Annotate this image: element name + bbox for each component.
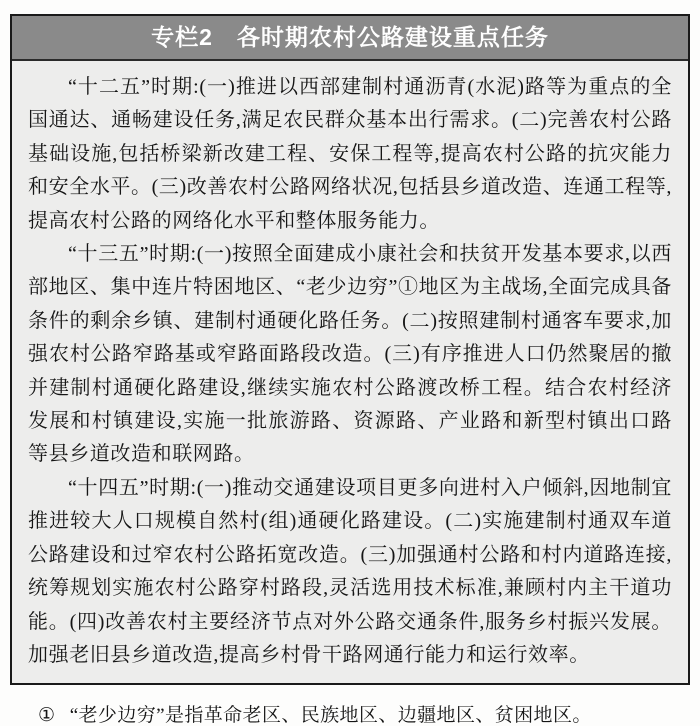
panel-body (12, 61, 688, 683)
paragraph-14th-five-year-period: “十四五”时期:(一)推动交通建设项目更多向进村入户倾斜,因地制宜推进较大人口规模自然村(组)通硬化路建设。(二)实施建制村通双车道公路建设和过窄农村公路拓宽改造。(三)加强通村公路和村内道路连接,统筹规划实施农村公路穿村路段,灵活选用技术标准,兼顾村内主干道功能。(四)改善农村主要经济节点对外公路交通条件,服务乡村振兴发展。加强老旧县乡道改造,提高乡村骨干路网通行能力和运行效率。 (28, 476, 672, 666)
boxed-panel-column2 (10, 14, 690, 685)
footnote-text: “老少边穷”是指革命老区、民族地区、边疆地区、贫困地区。 (69, 705, 592, 726)
footnote-marker: ① (38, 705, 56, 726)
panel-header (12, 16, 688, 61)
panel-title: 专栏2 各时期农村公路建设重点任务 (151, 24, 549, 50)
paragraph-13th-five-year-period: “十三五”时期:(一)按照全面建成小康社会和扶贫开发基本要求,以西部地区、集中连片特困地区、“老少边穷”①地区为主战场,全面完成具备条件的剩余乡镇、建制村通硬化路任务。(二)按照建制村通客车要求,加强农村公路窄路基或窄路面路段改造。(三)有序推进人口仍然聚居的撤并建制村通硬化路建设,继续实施农村公路渡改桥工程。结合农村经济发展和村镇建设,实施一批旅游路、资源路、产业路和新型村镇出口路等县乡道改造和联网路。 (28, 243, 672, 466)
paragraph-12th-five-year-period: “十二五”时期:(一)推进以西部建制村通沥青(水泥)路等为重点的全国通达、通畅建设任务,满足农民群众基本出行需求。(二)完善农村公路基础设施,包括桥梁新改建工程、安保工程等,提高农村公路的抗灾能力和安全水平。(三)改善农村公路网络状况,包括县乡道改造、连通工程等,提高农村公路的网络化水平和整体服务能力。 (28, 76, 672, 232)
footnote (38, 700, 700, 726)
